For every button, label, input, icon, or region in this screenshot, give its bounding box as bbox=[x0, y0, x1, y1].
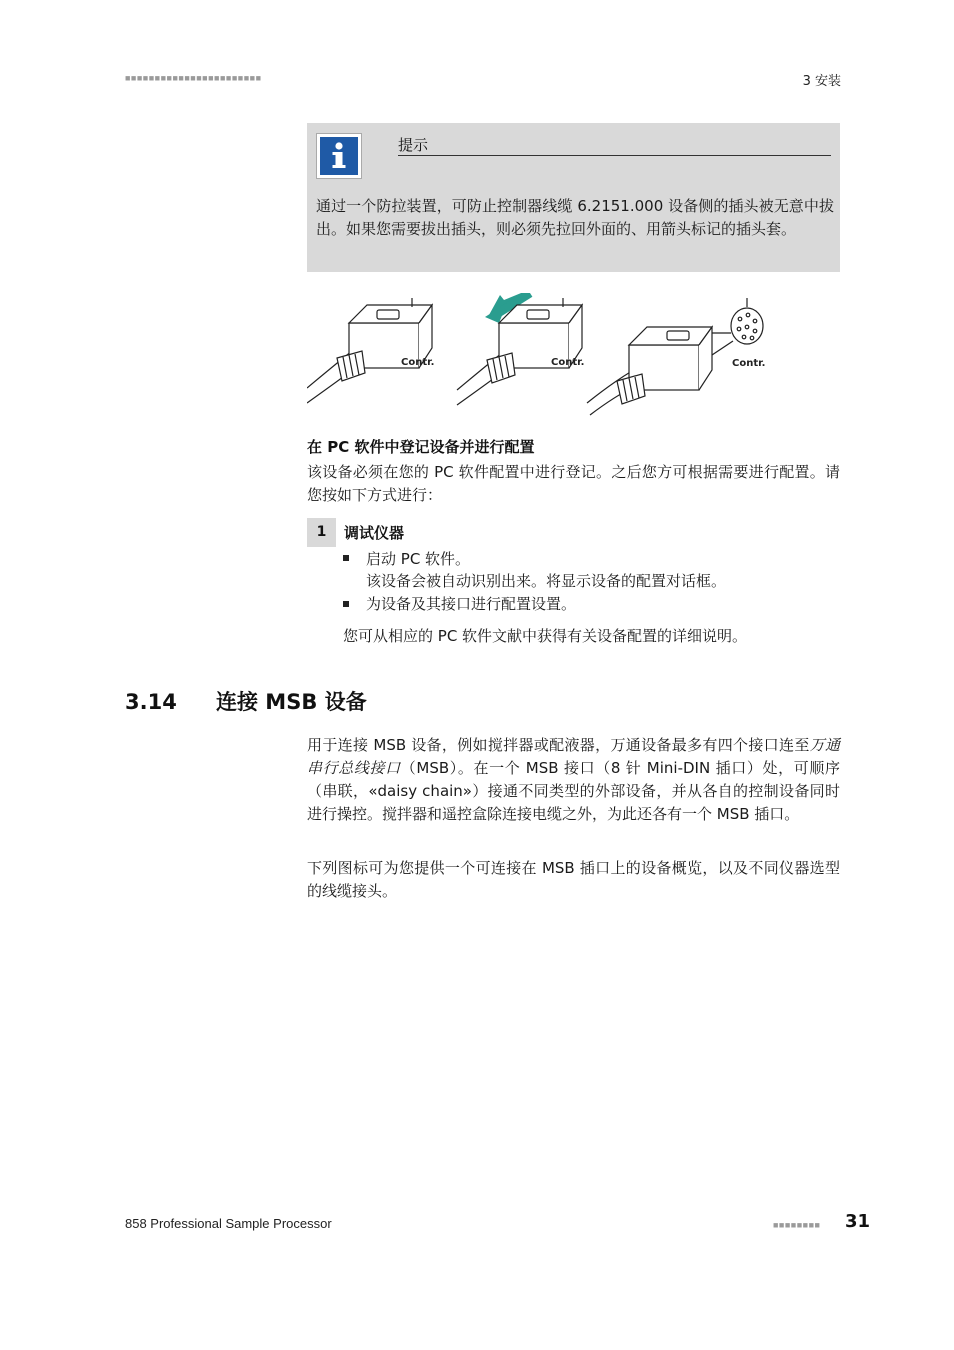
footer-decoration: ■■■■■■■■ bbox=[773, 1220, 821, 1230]
header-decoration: ■■■■■■■■■■■■■■■■■■■■■■■ bbox=[125, 73, 262, 83]
step-title: 调试仪器 bbox=[344, 524, 405, 542]
config-note: 您可从相应的 PC 软件文献中获得有关设备配置的详细说明。 bbox=[343, 627, 748, 645]
footer-product: 858 Professional Sample Processor bbox=[125, 1216, 332, 1231]
bullet-marker bbox=[343, 555, 349, 561]
hint-text: 通过一个防拉装置，可防止控制器线缆 6.2151.000 设备侧的插头被无意中拔出。如果您需要拔出插头，则必须先拉回外面的、用箭头标记的插头套。 bbox=[316, 197, 834, 238]
section-paragraph-1: 用于连接 MSB 设备，例如搅拌器或配液器，万通设备最多有四个接口连至万通串行总线接口（MSB）。在一个 MSB 接口（8 针 Mini-DIN 插口）处，可顺序（串联，«daisy chain»）接通不同类型的外部设备，并从各自的控制设备同时进行操控。搅拌器和遥控盒除连接电缆之外，为此还各有一个 MSB 插口。 bbox=[307, 736, 840, 823]
connector-illustration bbox=[307, 293, 777, 418]
connector-label-2: Contr. bbox=[551, 357, 585, 368]
connector-unplugged bbox=[587, 298, 766, 415]
bullet-marker bbox=[343, 601, 349, 607]
pc-config-title: 在 PC 软件中登记设备并进行配置 bbox=[307, 438, 535, 456]
hint-title: 提示 bbox=[398, 136, 429, 154]
section-number: 3.14 bbox=[125, 690, 177, 714]
connector-unlocking bbox=[457, 298, 585, 405]
bullet-1-line-1: 启动 PC 软件。 bbox=[366, 550, 471, 568]
chapter-title: 3 安装 bbox=[802, 74, 841, 89]
connector-label-3: Contr. bbox=[732, 358, 766, 369]
connector-label-1: Contr. bbox=[401, 357, 435, 368]
page-number: 31 bbox=[845, 1211, 871, 1232]
bullet-2-line-1: 为设备及其接口进行配置设置。 bbox=[366, 595, 577, 613]
pc-config-intro: 该设备必须在您的 PC 软件配置中进行登记。之后您方可根据需要进行配置。请您按如下方式进行： bbox=[307, 463, 840, 504]
connector-plugged bbox=[307, 298, 435, 403]
bullet-1-line-2: 该设备会被自动识别出来。将显示设备的配置对话框。 bbox=[366, 572, 727, 590]
step-number: 1 bbox=[307, 518, 336, 547]
info-icon bbox=[316, 133, 362, 179]
msb-term: 万通串行总线接口 bbox=[307, 736, 840, 777]
section-title: 连接 MSB 设备 bbox=[216, 690, 367, 714]
section-heading bbox=[125, 686, 367, 716]
hint-divider bbox=[398, 155, 831, 156]
section-paragraph-2: 下列图标可为您提供一个可连接在 MSB 插口上的设备概览，以及不同仪器选型的线缆接头。 bbox=[307, 859, 840, 900]
